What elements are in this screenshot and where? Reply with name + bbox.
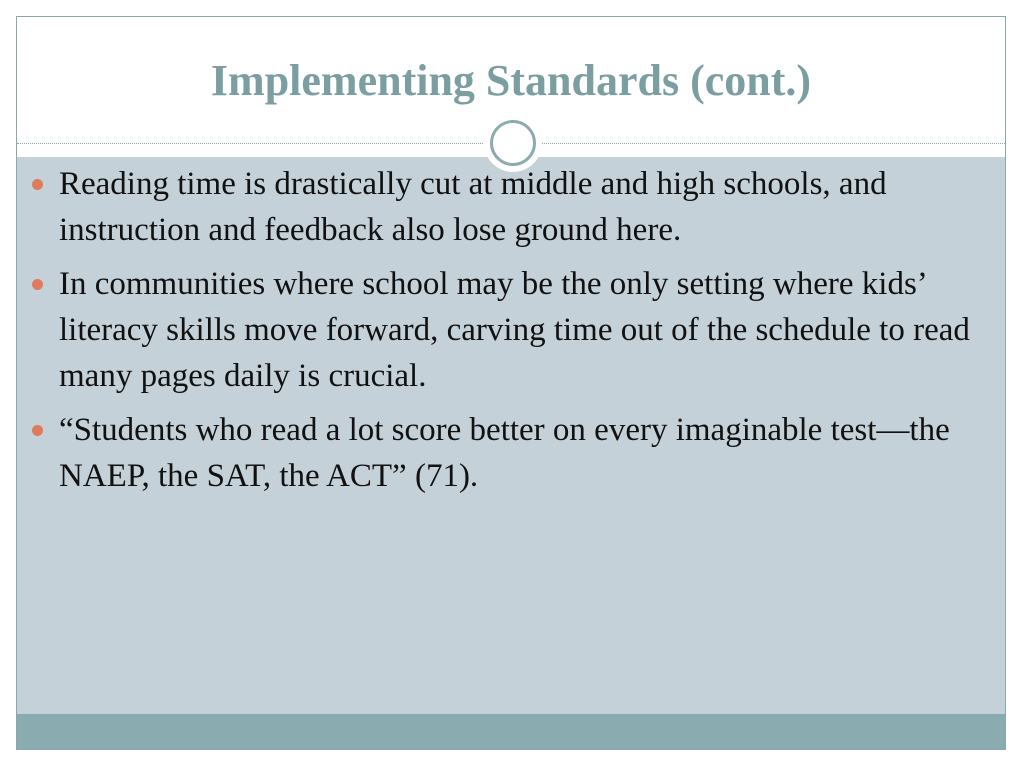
bullet-text: “Students who read a lot score better on every imaginable test—the NAEP, the SAT, the ACT” (71).	[59, 412, 950, 494]
footer-bar	[17, 714, 1005, 749]
bullet-dot-icon	[32, 179, 43, 190]
bullet-dot-icon	[32, 279, 43, 290]
ornament-ring	[490, 120, 536, 166]
bullet-text: Reading time is drastically cut at middle and high schools, and instruction and feedback also lose ground here.	[59, 166, 887, 248]
bullet-dot-icon	[32, 425, 43, 436]
bullet-text: In communities where school may be the only setting where kids’ literacy skills move forward, carving time out of the schedule to read many pages daily is crucial.	[59, 266, 970, 394]
bullet-list	[30, 161, 980, 507]
bullet-item	[30, 261, 980, 399]
bullet-item	[30, 407, 980, 499]
bullet-item	[30, 161, 980, 253]
slide-title: Implementing Standards (cont.)	[210, 56, 812, 105]
